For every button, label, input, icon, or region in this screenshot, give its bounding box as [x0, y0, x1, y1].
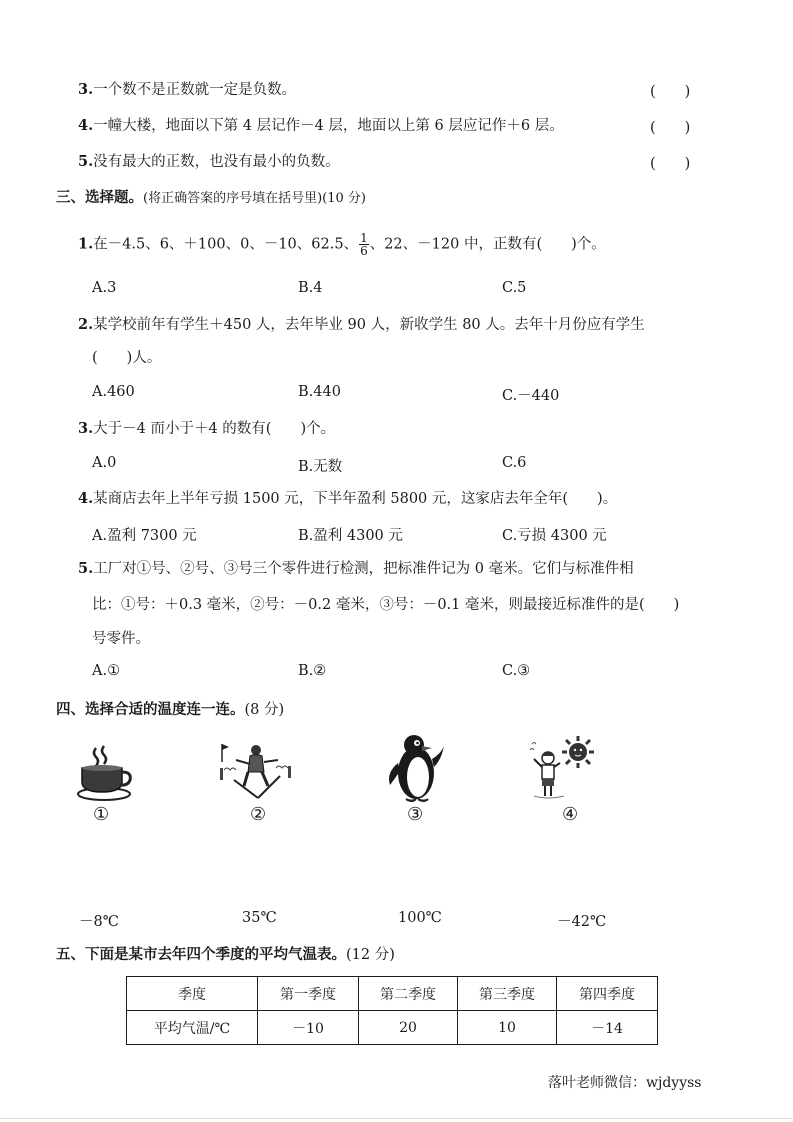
picture-label-4: ④ — [562, 804, 579, 825]
table-header-cell: 第四季度 — [557, 977, 658, 1011]
q2-line2: ( )人。 — [92, 350, 162, 366]
judge-item-5: 5.没有最大的正数，也没有最小的负数。 — [78, 153, 340, 170]
q2-option-a[interactable]: A.460 — [92, 384, 135, 400]
q3: 3.大于－4 而小于＋4 的数有( )个。 — [78, 420, 336, 437]
penguin-icon[interactable] — [384, 733, 444, 805]
judge-item-4: 4.一幢大楼，地面以下第 4 层记作－4 层，地面以上第 6 层应记作＋6 层。 — [78, 117, 564, 134]
q3-option-c[interactable]: C.6 — [502, 455, 527, 471]
table-header-cell: 第三季度 — [458, 977, 557, 1011]
q5-option-c[interactable]: C.③ — [502, 663, 531, 679]
table-cell: 平均气温/℃ — [127, 1011, 258, 1045]
table-cell: 10 — [458, 1011, 557, 1045]
q5-option-b[interactable]: B.② — [298, 663, 327, 679]
q3-option-a[interactable]: A.0 — [92, 455, 117, 471]
table-cell: 20 — [359, 1011, 458, 1045]
table-header-cell: 第一季度 — [258, 977, 359, 1011]
q4-option-b[interactable]: B.盈利 4300 元 — [298, 528, 403, 544]
judge-item-3: 3.一个数不是正数就一定是负数。 — [78, 81, 297, 98]
q5-line3: 号零件。 — [92, 631, 150, 647]
q1-option-a[interactable]: A.3 — [92, 280, 117, 296]
table-header-cell: 季度 — [127, 977, 258, 1011]
q3-option-b[interactable]: B.无数 — [298, 459, 343, 475]
footer-watermark: 落叶老师微信：wjdyyss — [548, 1075, 702, 1091]
q5-line1: 5.工厂对①号、②号、③号三个零件进行检测，把标准件记为 0 毫米。它们与标准件相 — [78, 560, 634, 577]
picture-label-2: ② — [250, 804, 267, 825]
q1-option-c[interactable]: C.5 — [502, 280, 527, 296]
sun-child-icon[interactable] — [526, 736, 600, 802]
section4-heading: 四、选择合适的温度连一连。(8 分) — [56, 701, 285, 718]
temp-option-3[interactable]: 100℃ — [398, 910, 442, 926]
q5-option-a[interactable]: A.① — [92, 663, 121, 679]
picture-label-1: ① — [93, 804, 110, 825]
table-header-row — [127, 977, 658, 1011]
temp-option-2[interactable]: 35℃ — [242, 910, 277, 926]
answer-paren-5[interactable]: ( ) — [650, 156, 691, 172]
bottom-divider — [0, 1118, 793, 1119]
table-row — [127, 1011, 658, 1045]
temp-option-1[interactable]: －8℃ — [79, 914, 119, 930]
section3-heading: 三、选择题。(将正确答案的序号填在括号里)(10 分) — [56, 189, 366, 206]
temperature-table — [126, 976, 658, 1045]
table-header-cell: 第二季度 — [359, 977, 458, 1011]
answer-paren-3[interactable]: ( ) — [650, 84, 691, 100]
picture-label-3: ③ — [407, 804, 424, 825]
q2-option-b[interactable]: B.440 — [298, 384, 341, 400]
temp-option-4[interactable]: －42℃ — [557, 914, 607, 930]
q4-option-c[interactable]: C.亏损 4300 元 — [502, 528, 607, 544]
skier-icon[interactable] — [218, 740, 296, 800]
q2-option-c[interactable]: C.－440 — [502, 388, 560, 404]
section5-heading: 五、下面是某市去年四个季度的平均气温表。(12 分) — [56, 946, 395, 963]
fraction: $\frac{1}{6}$ — [360, 231, 368, 258]
q4: 4.某商店去年上半年亏损 1500 元，下半年盈利 5800 元，这家店去年全年( )。 — [78, 490, 618, 507]
coffee-cup-icon[interactable] — [74, 744, 134, 802]
q1-option-b[interactable]: B.4 — [298, 280, 323, 296]
q1: 1.在－4.5、6、＋100、0、－10、62.5、 $\frac{1}{6}$ 、22、－120 中，正数有( )个。 — [78, 231, 606, 258]
q5-line2: 比：①号：＋0.3 毫米，②号：－0.2 毫米，③号：－0.1 毫米，则最接近标准件的是( ) — [92, 597, 680, 613]
table-cell: －14 — [557, 1011, 658, 1045]
q2-line1: 2.某学校前年有学生＋450 人，去年毕业 90 人，新收学生 80 人。去年十月份应有学生 — [78, 316, 645, 333]
table-cell: －10 — [258, 1011, 359, 1045]
answer-paren-4[interactable]: ( ) — [650, 120, 691, 136]
q4-option-a[interactable]: A.盈利 7300 元 — [92, 528, 197, 544]
